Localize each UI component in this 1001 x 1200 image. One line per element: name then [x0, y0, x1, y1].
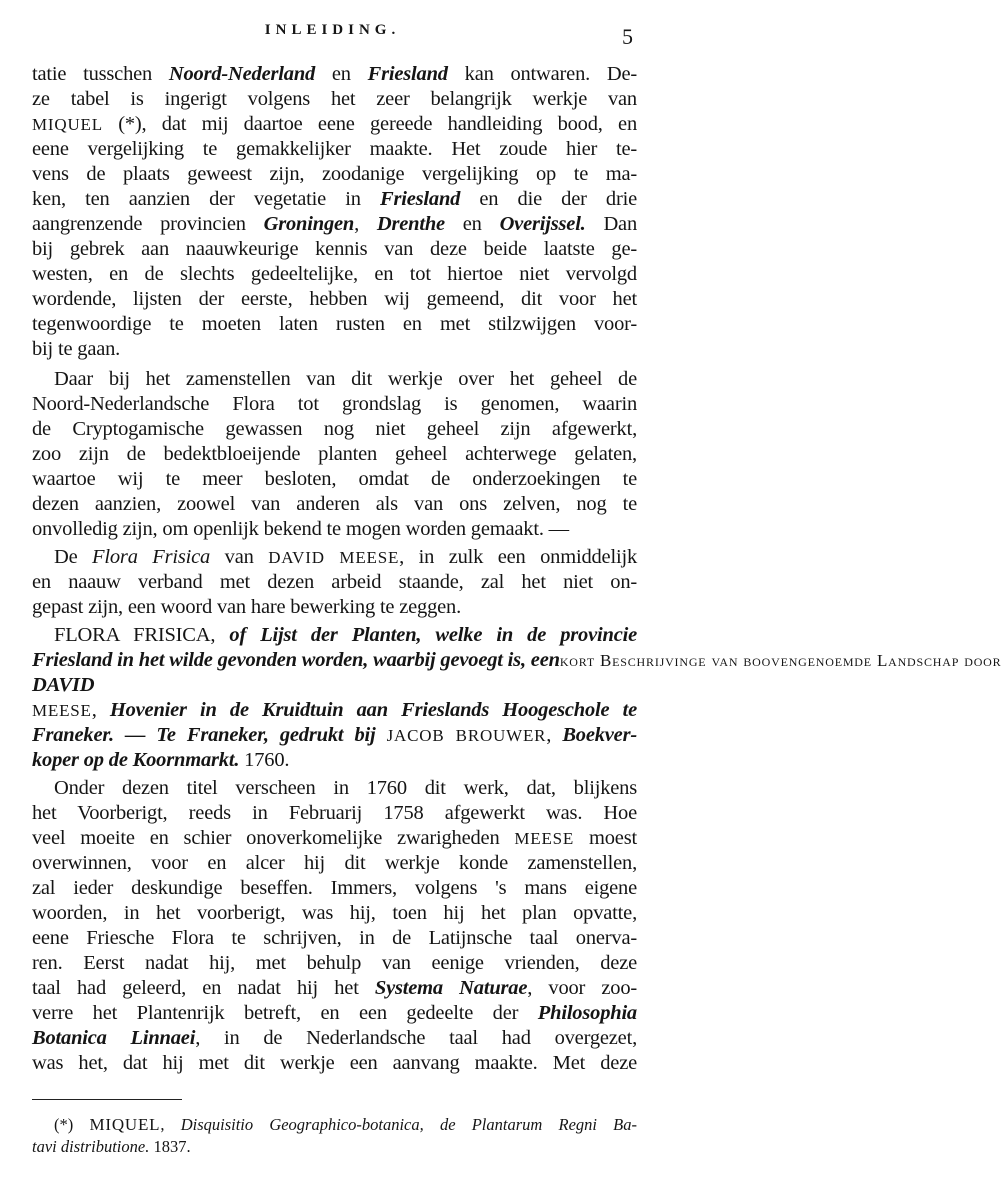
text-line: bij te gaan. — [32, 338, 121, 360]
text-line: vens de plaats geweest zijn, zoodanige vergelijking op te ma- — [32, 163, 637, 185]
text-line: Botanica Linnaei, in de Nederlandsche taal had overgezet, — [32, 1027, 637, 1049]
author-name: MIQUEL — [32, 115, 103, 134]
text-line: woorden, in het voorberigt, was hij, toen hij het plan opvatte, — [32, 902, 637, 924]
text-line: ren. Eerst nadat hij, met behulp van eenige vrienden, deze — [32, 952, 637, 974]
text-line: het Voorberigt, reeds in Februarij 1758 afgewerkt was. Hoe — [32, 802, 637, 824]
text-line: verre het Plantenrijk betreft, en een gedeelte der Philosophia — [32, 1002, 637, 1024]
text-line: Franeker. — Te Franeker, gedrukt bij JACOB BROUWER, Boekver- — [32, 724, 637, 746]
text-line: bij gebrek aan naauwkeurige kennis van deze beide laatste ge- — [32, 238, 637, 260]
text-line: overwinnen, voor en alcer hij dit werkje konde zamenstellen, — [32, 852, 637, 874]
text-line: Friesland in het wilde gevonden worden, waarbij gevoegt is, eenkort Beschrijvinge van boovengenoemde Landschap door — [32, 649, 1001, 671]
text-line: FLORA FRISICA, of Lijst der Planten, welke in de provincie — [54, 624, 637, 646]
text-line: zal ieder deskundige beseffen. Immers, volgens 's mans eigene — [32, 877, 637, 899]
text-line: eene Friesche Flora te schrijven, in de Latijnsche taal onerva- — [32, 927, 637, 949]
text-line: zoo zijn de bedektbloeijende planten geheel achterwege gelaten, — [32, 443, 637, 465]
text-line: Noord-Nederlandsche Flora tot grondslag is genomen, waarin — [32, 393, 637, 415]
text-line: was het, dat hij met dit werkje een aanvang maakte. Met deze — [32, 1052, 637, 1074]
page-number: 5 — [622, 24, 633, 49]
text-line: eene vergelijking te gemakkelijker maakte. Het zoude hier te- — [32, 138, 637, 160]
author-name: DAVID MEESE — [268, 548, 400, 567]
text-line: Onder dezen titel verscheen in 1760 dit werk, dat, blijkens — [54, 777, 637, 799]
text-line: wordende, lijsten der eerste, hebben wij gemeend, dit voor het — [32, 288, 637, 310]
text-line: MEESE, Hovenier in de Kruidtuin aan Frieslands Hoogeschole te — [32, 699, 637, 721]
footnote-divider — [32, 1099, 182, 1100]
text-line: Daar bij het zamenstellen van dit werkje over het geheel de — [54, 368, 637, 390]
text-line: westen, en de slechts gedeeltelijke, en tot hiertoe niet vervolgd — [32, 263, 637, 285]
text-line: taal had geleerd, en nadat hij het Systema Naturae, voor zoo- — [32, 977, 638, 999]
text-line: tatie tusschen Noord-Nederland en Friesland kan ontwaren. De- — [32, 63, 637, 85]
text-line: DAVID — [32, 674, 95, 696]
footnote-line: tavi distributione. 1837. — [32, 1137, 191, 1156]
footnote-line: (*) MIQUEL, Disquisitio Geographico-botanica, de Plantarum Regni Ba- — [54, 1115, 638, 1134]
text-line: ken, ten aanzien der vegetatie in Friesland en die der drie — [32, 188, 637, 210]
text-line: waartoe wij te meer besloten, omdat de onderzoekingen te — [32, 468, 637, 490]
text-line: dezen aanzien, zoowel van anderen als van ons zelven, nog te — [32, 493, 637, 515]
text-line: koper op de Koornmarkt. 1760. — [32, 749, 290, 771]
running-header: INLEIDING. — [264, 22, 401, 38]
text-line: ze tabel is ingerigt volgens het zeer belangrijk werkje van — [32, 88, 637, 110]
text-line: De Flora Frisica van DAVID MEESE, in zulk een onmiddelijk — [54, 546, 637, 568]
text-line: onvolledig zijn, om openlijk bekend te mogen worden gemaakt. — — [32, 518, 569, 540]
text-line: tegenwoordige te moeten laten rusten en met stilzwijgen voor- — [32, 313, 637, 335]
text-line: gepast zijn, een woord van hare bewerking te zeggen. — [32, 596, 462, 618]
text-line: veel moeite en schier onoverkomelijke zwarigheden MEESE moest — [32, 827, 637, 849]
text-line: MIQUEL (*), dat mij daartoe eene gereede handleiding bood, en — [32, 113, 637, 135]
text-line: en naauw verband met dezen arbeid staande, zal het niet on- — [32, 571, 637, 593]
text-line: aangrenzende provincien Groningen, Drenthe en Overijssel. Dan — [32, 213, 637, 235]
text-line: de Cryptogamische gewassen nog niet geheel zijn afgewerkt, — [32, 418, 637, 440]
